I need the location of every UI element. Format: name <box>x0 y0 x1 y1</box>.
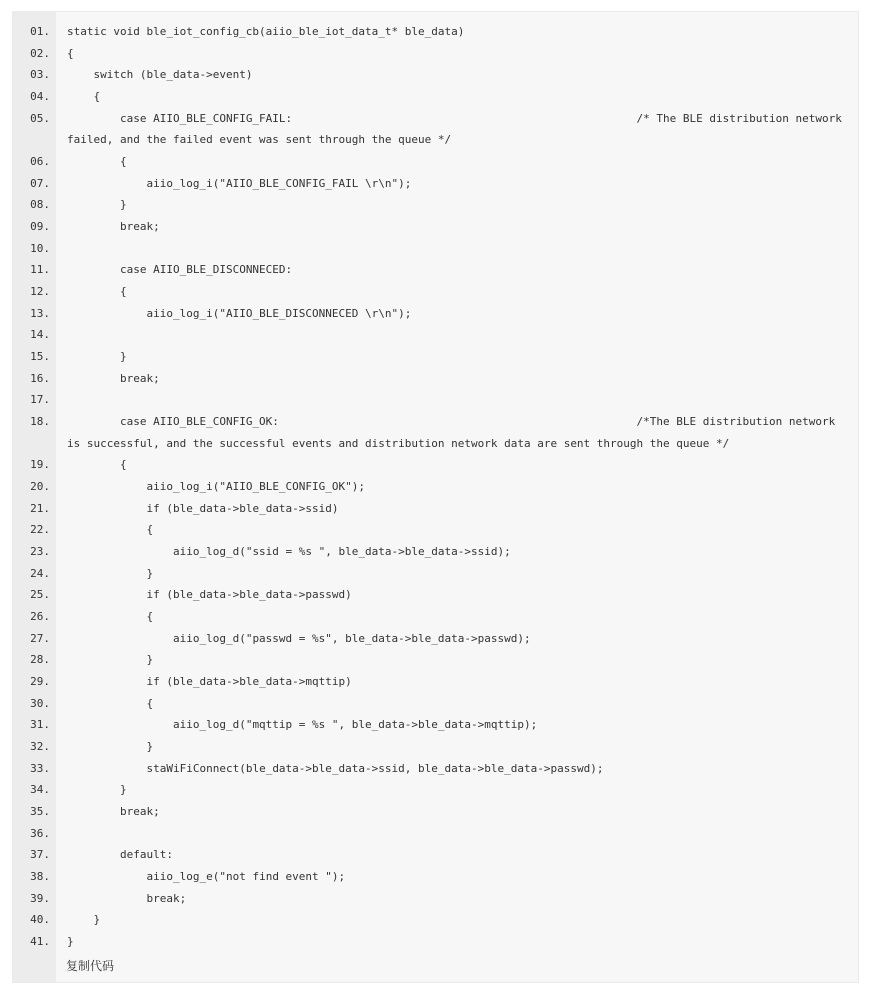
line-number: 07. <box>30 176 50 190</box>
line-number: 41. <box>30 935 50 949</box>
code-text: aiio_log_d("passwd = %s", ble_data->ble_data->passwd); <box>67 631 531 645</box>
code-line <box>13 346 858 368</box>
code-line <box>13 411 858 454</box>
line-number: 12. <box>30 285 50 299</box>
code-line <box>13 324 858 346</box>
line-number: 14. <box>30 328 50 342</box>
code-line <box>13 541 858 563</box>
code-line <box>13 498 858 520</box>
code-text: aiio_log_i("AIIO_BLE_CONFIG_FAIL \r\n"); <box>67 176 412 190</box>
code-line <box>13 671 858 693</box>
code-line <box>13 649 858 671</box>
code-text: break; <box>67 371 160 385</box>
code-line <box>13 628 858 650</box>
code-text: default: <box>67 848 173 862</box>
line-number: 21. <box>30 501 50 515</box>
line-number: 26. <box>30 610 50 624</box>
line-number: 32. <box>30 740 50 754</box>
line-number: 13. <box>30 306 50 320</box>
code-text: } <box>67 740 154 754</box>
line-number: 30. <box>30 696 50 710</box>
line-number: 24. <box>30 566 50 580</box>
code-line <box>13 519 858 541</box>
line-number: 35. <box>30 805 50 819</box>
code-lines <box>13 21 858 953</box>
line-number: 19. <box>30 458 50 472</box>
code-text: break; <box>67 891 187 905</box>
code-text: static void ble_iot_config_cb(aiio_ble_iot_data_t* ble_data) <box>67 25 465 38</box>
code-line <box>13 86 858 108</box>
code-text: if (ble_data->ble_data->ssid) <box>67 501 339 515</box>
code-line <box>13 888 858 910</box>
code-line <box>13 64 858 86</box>
line-number: 31. <box>30 718 50 732</box>
line-number: 29. <box>30 675 50 689</box>
line-number: 09. <box>30 220 50 234</box>
code-line <box>13 21 858 43</box>
code-line <box>13 606 858 628</box>
code-text: case AIIO_BLE_CONFIG_OK: /*The BLE distribution network is successful, and the successful events and distribution network data are sent through the queue */ <box>67 415 842 450</box>
code-text: { <box>67 285 127 299</box>
code-line <box>13 238 858 260</box>
code-block <box>12 11 859 983</box>
line-number: 38. <box>30 870 50 884</box>
code-text: { <box>67 523 154 537</box>
line-number: 04. <box>30 90 50 104</box>
line-number: 27. <box>30 631 50 645</box>
code-text: aiio_log_e("not find event "); <box>67 870 346 884</box>
line-number: 03. <box>30 68 50 82</box>
line-number: 15. <box>30 350 50 364</box>
code-line <box>13 108 858 151</box>
code-text: aiio_log_i("AIIO_BLE_DISCONNECED \r\n"); <box>67 306 412 320</box>
code-line <box>13 823 858 845</box>
code-text: { <box>67 696 154 710</box>
code-line <box>13 151 858 173</box>
line-number: 34. <box>30 783 50 797</box>
code-text: } <box>67 935 74 949</box>
copy-code-button[interactable]: 复制代码 <box>66 959 115 973</box>
code-text: aiio_log_i("AIIO_BLE_CONFIG_OK"); <box>67 480 366 494</box>
line-number: 17. <box>30 393 50 407</box>
line-number: 02. <box>30 46 50 60</box>
code-line <box>13 909 858 931</box>
code-line <box>13 43 858 65</box>
code-line <box>13 758 858 780</box>
code-text: if (ble_data->ble_data->passwd) <box>67 588 352 602</box>
line-number: 22. <box>30 523 50 537</box>
code-text: break; <box>67 220 160 234</box>
code-text: switch (ble_data->event) <box>67 68 253 82</box>
code-line <box>13 584 858 606</box>
code-line <box>13 931 858 953</box>
line-number: 37. <box>30 848 50 862</box>
code-text: { <box>67 610 154 624</box>
code-text: { <box>67 46 74 60</box>
code-text: } <box>67 198 127 212</box>
code-line <box>13 693 858 715</box>
code-text: } <box>67 913 101 927</box>
code-line <box>13 801 858 823</box>
code-line <box>13 844 858 866</box>
code-line <box>13 303 858 325</box>
code-text: if (ble_data->ble_data->mqttip) <box>67 675 352 689</box>
code-text: { <box>67 155 127 169</box>
line-number: 10. <box>30 241 50 255</box>
line-number: 23. <box>30 545 50 559</box>
line-number: 18. <box>30 415 50 429</box>
code-text: break; <box>67 805 160 819</box>
line-number: 28. <box>30 653 50 667</box>
code-text: { <box>67 90 101 104</box>
line-number: 36. <box>30 826 50 840</box>
code-text: } <box>67 653 154 667</box>
line-number: 16. <box>30 371 50 385</box>
code-line <box>13 779 858 801</box>
code-text: staWiFiConnect(ble_data->ble_data->ssid, ble_data->ble_data->passwd); <box>67 761 604 775</box>
line-number: 20. <box>30 480 50 494</box>
code-text: case AIIO_BLE_CONFIG_FAIL: /* The BLE distribution network failed, and the failed event was sent through the queue */ <box>67 111 849 147</box>
code-line <box>13 736 858 758</box>
code-text: } <box>67 783 127 797</box>
code-line <box>13 563 858 585</box>
code-line <box>13 389 858 411</box>
line-number: 25. <box>30 588 50 602</box>
line-number: 06. <box>30 155 50 169</box>
code-text: { <box>67 458 127 472</box>
code-line <box>13 281 858 303</box>
line-number: 11. <box>30 263 50 277</box>
code-text: } <box>67 350 127 364</box>
code-line <box>13 454 858 476</box>
code-line <box>13 259 858 281</box>
code-text: } <box>67 566 154 580</box>
code-line <box>13 173 858 195</box>
code-line <box>13 368 858 390</box>
line-number: 05. <box>30 111 50 125</box>
line-number: 08. <box>30 198 50 212</box>
code-line <box>13 866 858 888</box>
line-number: 01. <box>30 25 50 38</box>
line-number: 39. <box>30 891 50 905</box>
code-text: aiio_log_d("mqttip = %s ", ble_data->ble_data->mqttip); <box>67 718 538 732</box>
code-line <box>13 714 858 736</box>
line-number: 40. <box>30 913 50 927</box>
code-line <box>13 476 858 498</box>
code-text: aiio_log_d("ssid = %s ", ble_data->ble_data->ssid); <box>67 545 511 559</box>
code-line <box>13 216 858 238</box>
code-text: case AIIO_BLE_DISCONNECED: <box>67 263 293 277</box>
code-line <box>13 194 858 216</box>
line-number: 33. <box>30 761 50 775</box>
